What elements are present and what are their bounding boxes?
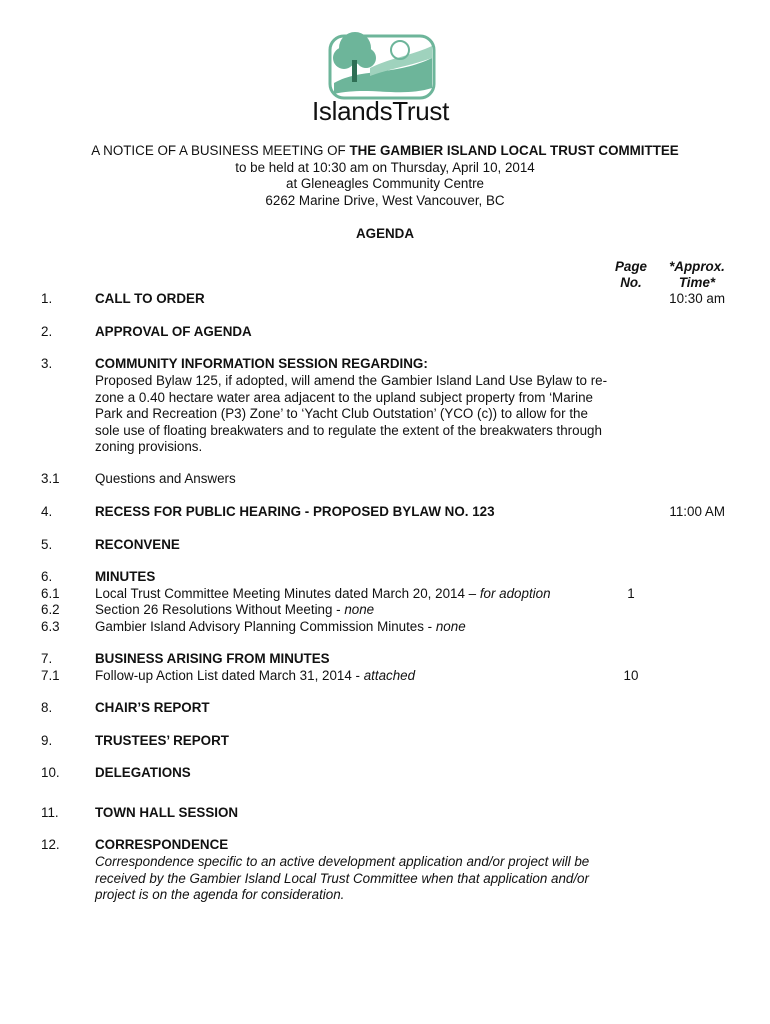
logo-text: IslandsTrust [312, 96, 450, 126]
date-line: to be held at 10:30 am on Thursday, April 10, 2014 [235, 160, 535, 175]
item-time: 10:30 am [669, 291, 725, 306]
item-number: 2. [41, 324, 53, 339]
item-title: CORRESPONDENCE [95, 837, 229, 852]
notice-line: A NOTICE OF A BUSINESS MEETING OF THE GAMBIER ISLAND LOCAL TRUST COMMITTEE [91, 143, 679, 158]
item-number: 8. [41, 700, 53, 715]
item-body: Correspondence specific to an active development application and/or project will be received by the Gambier Island Local Trust Committee when that application and/or project is on the agenda for consideration. [95, 854, 590, 902]
item-number: 3. [41, 356, 53, 371]
item-number: 7. [41, 651, 53, 666]
item-title: Questions and Answers [95, 471, 236, 486]
time-column-header: *Approx. Time* [669, 259, 725, 290]
item-number: 5. [41, 537, 53, 552]
address-line: 6262 Marine Drive, West Vancouver, BC [265, 193, 505, 208]
venue-line: at Gleneagles Community Centre [286, 176, 484, 191]
item-title: TOWN HALL SESSION [95, 805, 239, 820]
item-page: 10 [623, 668, 639, 683]
item-title: Follow-up Action List dated March 31, 2014 - attached [95, 668, 416, 683]
item-title: BUSINESS ARISING FROM MINUTES [95, 651, 330, 666]
item-title: DELEGATIONS [95, 765, 191, 780]
page-column-header: Page No. [614, 259, 647, 290]
item-title: MINUTES [95, 569, 156, 584]
item-number: 11. [41, 805, 59, 820]
item-number: 6.3 [41, 619, 60, 634]
item-number: 6.1 [41, 586, 60, 601]
item-title: CALL TO ORDER [95, 291, 205, 306]
item-number: 12. [41, 837, 60, 852]
item-number: 6. [41, 569, 53, 584]
item-number: 4. [41, 504, 53, 519]
item-title: Local Trust Committee Meeting Minutes dated March 20, 2014 – for adoption [95, 586, 551, 601]
item-title: Section 26 Resolutions Without Meeting - none [95, 602, 375, 617]
item-title: COMMUNITY INFORMATION SESSION REGARDING: [95, 356, 428, 371]
item-number: 7.1 [41, 668, 60, 683]
item-page: 1 [627, 586, 635, 601]
item-title: CHAIR’S REPORT [95, 700, 210, 715]
item-title: TRUSTEES’ REPORT [95, 733, 229, 748]
item-title: RECESS FOR PUBLIC HEARING - PROPOSED BYLAW NO. 123 [95, 504, 495, 519]
agenda-title: AGENDA [355, 226, 415, 241]
item-number: 3.1 [41, 471, 60, 486]
item-number: 10. [41, 765, 60, 780]
item-title: APPROVAL OF AGENDA [95, 324, 252, 339]
item-time: 11:00 AM [669, 504, 725, 519]
item-number: 9. [41, 733, 53, 748]
item-title: RECONVENE [95, 537, 180, 552]
item-title: Gambier Island Advisory Planning Commission Minutes - none [95, 619, 466, 634]
item-number: 1. [41, 291, 53, 306]
item-body: Proposed Bylaw 125, if adopted, will amend the Gambier Island Land Use Bylaw to re-zone a 0.40 hectare water area adjacent to the upland subject property from ‘Marine Park and Recreation (P3) Zone’ to ‘Yacht Club Outstation’ (YCO (c)) to allow for the sole use of floating breakwaters and to regulate the extent of the breakwaters through zoning provisions. [95, 373, 608, 454]
item-number: 6.2 [41, 602, 60, 617]
